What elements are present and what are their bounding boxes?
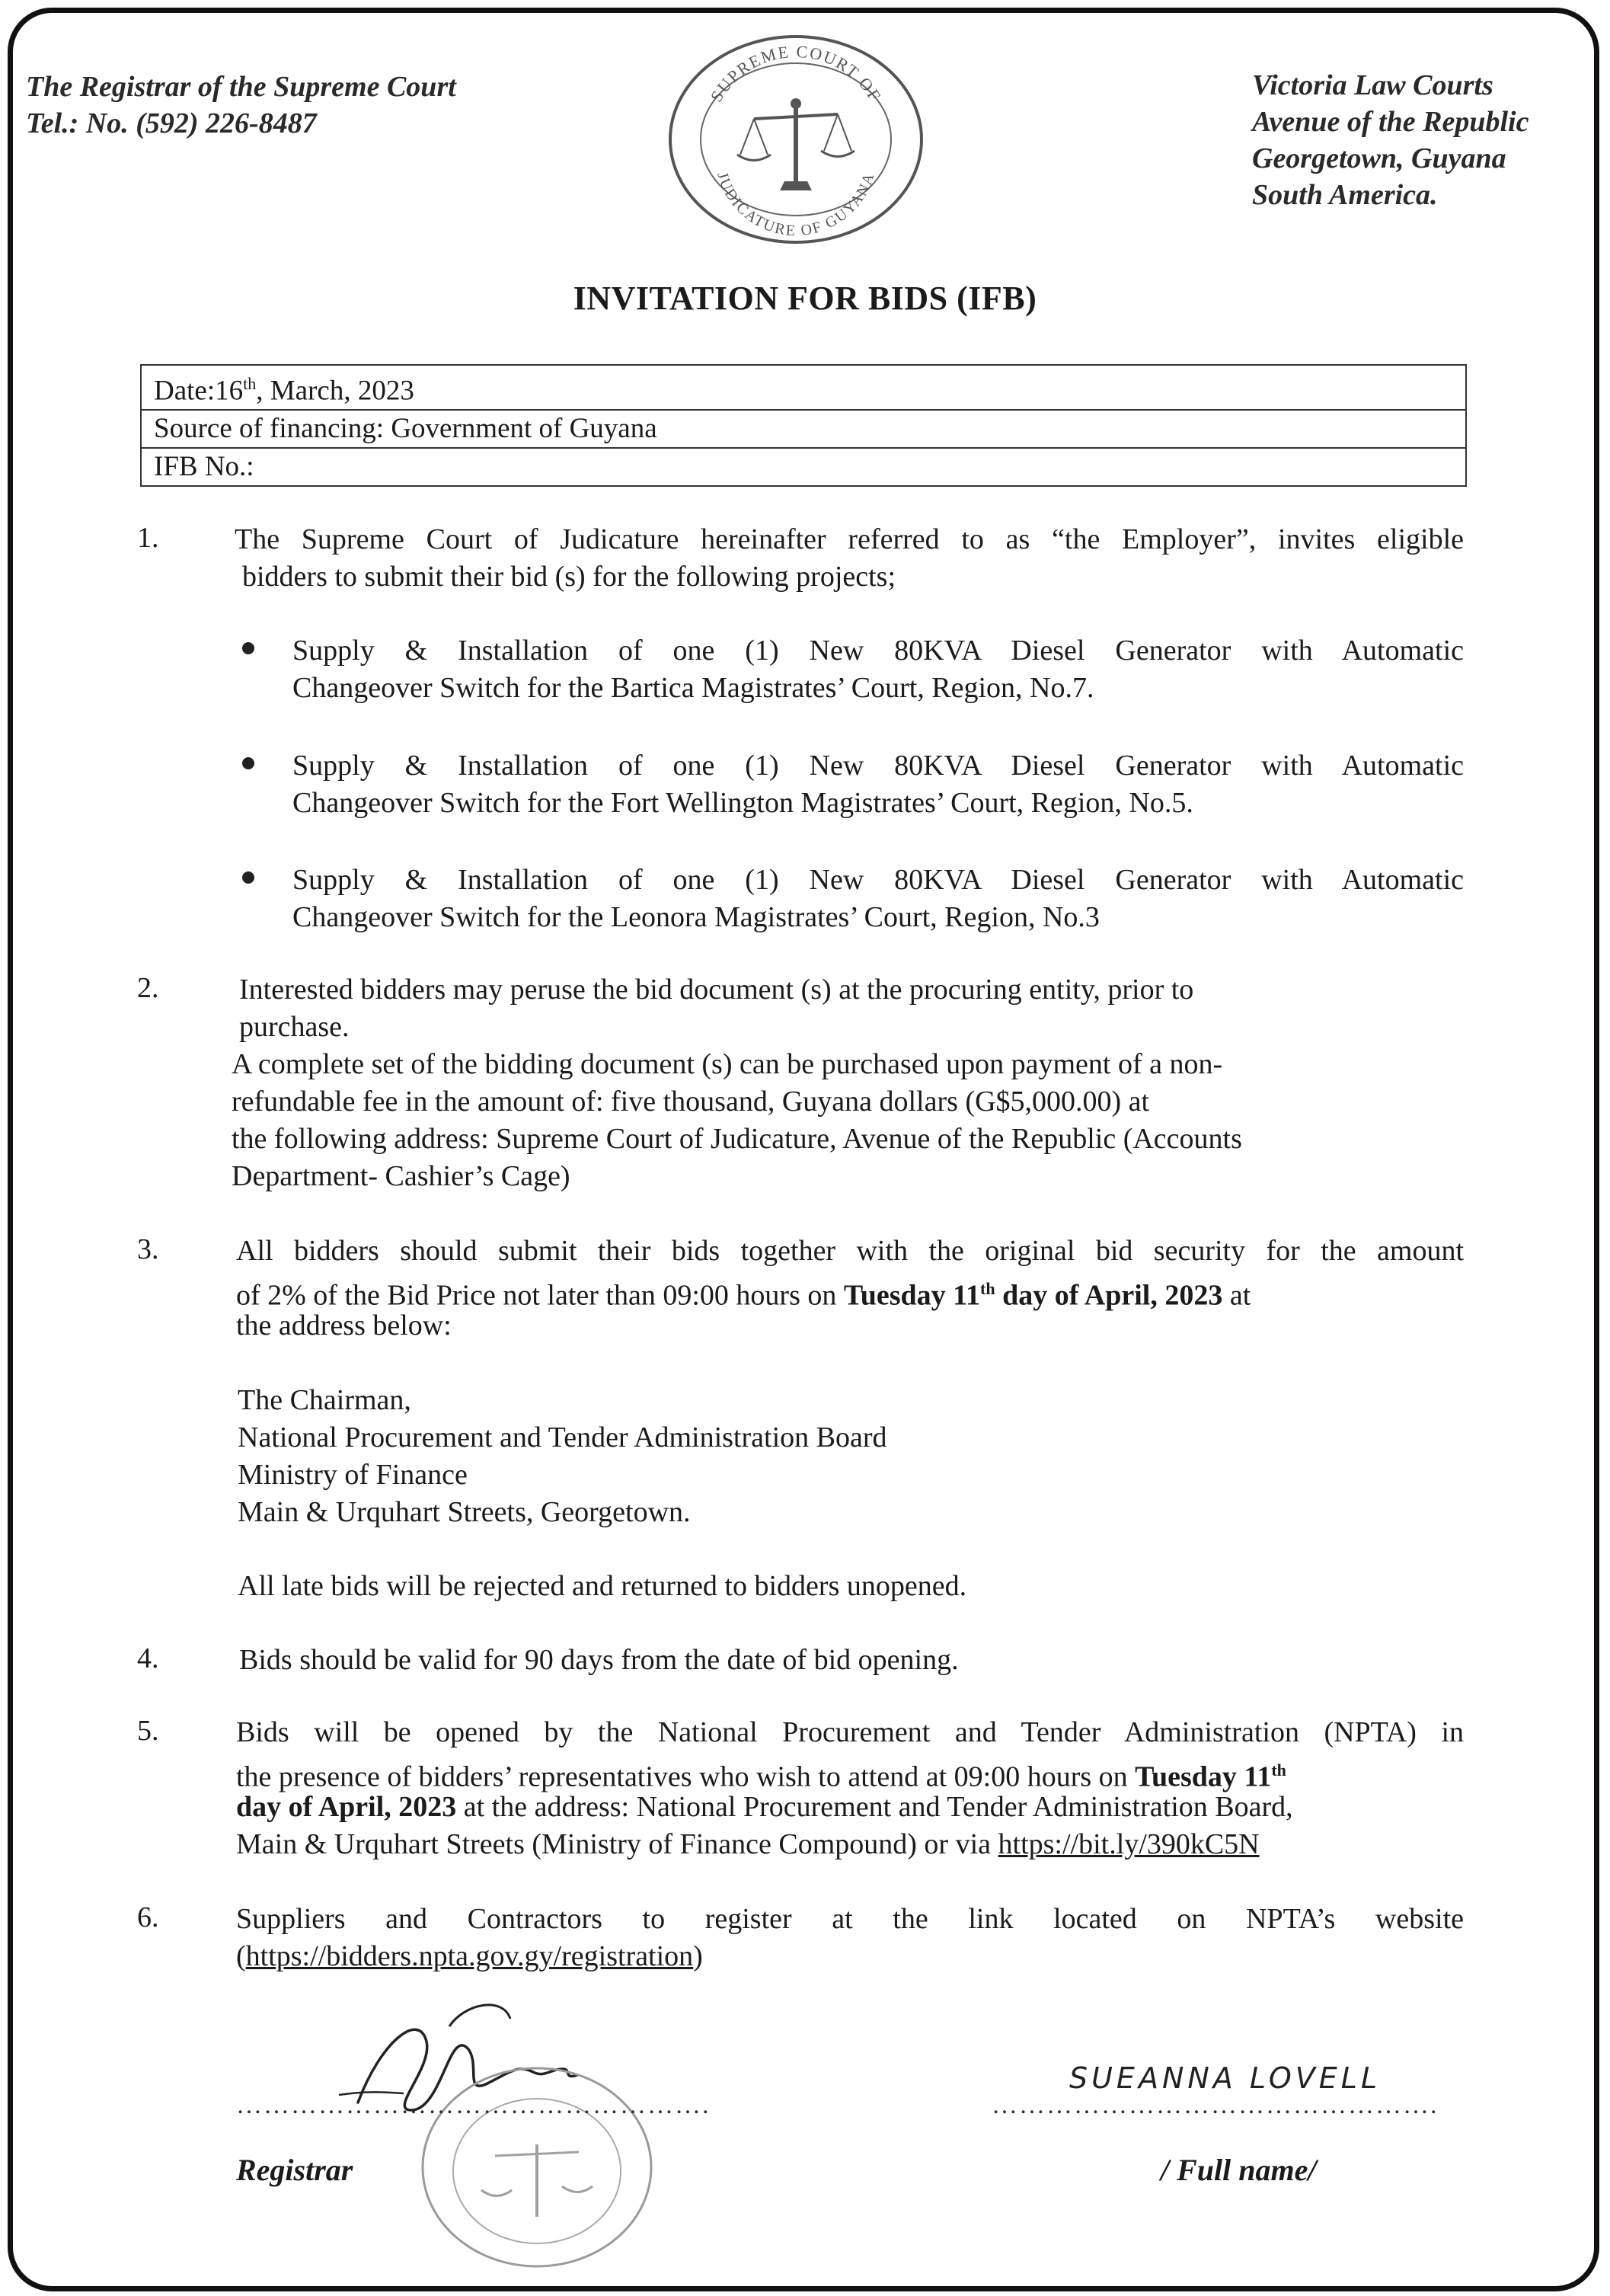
address-line-3: Ministry of Finance <box>238 1459 468 1491</box>
npta-bitly-link[interactable]: https://bit.ly/390kC5N <box>998 1828 1260 1860</box>
full-name-line: …………………………………………. <box>992 2091 1439 2119</box>
project-2-line-1: Supply & Installation of one (1) New 80KVA Diesel Generator with Automatic <box>292 750 1464 782</box>
item-5-line-2: the presence of bidders’ representatives who wish to attend at 09:00 hours on Tuesday 11th <box>236 1760 1286 1793</box>
bullet-icon <box>242 642 254 654</box>
address-line-1: Victoria Law Courts <box>1252 69 1493 101</box>
npta-registration-link[interactable]: https://bidders.npta.gov.gy/registration <box>245 1940 694 1972</box>
supreme-court-seal-icon <box>663 29 929 250</box>
item-2-line-6: Department- Cashier’s Cage) <box>232 1160 570 1192</box>
address-line-2: National Procurement and Tender Administration Board <box>238 1421 887 1453</box>
full-name-label: / Full name/ <box>1161 2153 1317 2187</box>
item-number: 5. <box>137 1715 159 1747</box>
item-number: 4. <box>137 1642 159 1674</box>
financing-cell: Source of financing: Government of Guyana <box>141 410 1466 448</box>
svg-text:SUPREME COURT OF: SUPREME COURT OF <box>706 41 886 106</box>
court-address-header <box>1252 67 1529 213</box>
project-3-line-1: Supply & Installation of one (1) New 80KVA Diesel Generator with Automatic <box>292 864 1464 896</box>
item-2-line-2: purchase. <box>239 1011 350 1043</box>
table-row <box>141 410 1466 448</box>
item-5-line-1: Bids will be opened by the National Procurement and Tender Administration (NPTA) in <box>236 1716 1464 1748</box>
table-row <box>141 448 1466 486</box>
item-1-line-1: The Supreme Court of Judicature hereinafter referred to as “the Employer”, invites eligible <box>235 523 1464 555</box>
item-number: 6. <box>137 1901 159 1933</box>
item-number: 3. <box>137 1233 159 1265</box>
item-4-text: Bids should be valid for 90 days from the date of bid opening. <box>239 1644 959 1676</box>
registrar-phone: Tel.: No. (592) 226-8487 <box>26 107 317 139</box>
late-bids-note: All late bids will be rejected and returned to bidders unopened. <box>238 1570 967 1602</box>
ifb-number-cell: IFB No.: <box>141 448 1466 486</box>
item-number: 2. <box>137 972 159 1004</box>
address-line-4: South America. <box>1252 179 1438 211</box>
address-line-4: Main & Urquhart Streets, Georgetown. <box>238 1496 691 1528</box>
registrar-title: The Registrar of the Supreme Court <box>26 71 456 103</box>
item-3-line-1: All bidders should submit their bids together with the original bid security for the amount <box>236 1235 1464 1267</box>
court-stamp-icon <box>411 2057 663 2278</box>
address-line-1: The Chairman, <box>238 1384 411 1416</box>
registrar-label: Registrar <box>236 2153 353 2187</box>
item-number: 1. <box>137 522 159 554</box>
registrar-header <box>26 69 456 142</box>
date-cell: Date:16th, March, 2023 <box>141 365 1466 410</box>
item-3-line-3: the address below: <box>236 1309 452 1341</box>
item-2-line-5: the following address: Supreme Court of Judicature, Avenue of the Republic (Accounts <box>232 1123 1242 1155</box>
ifb-info-table <box>140 364 1467 487</box>
project-1-line-1: Supply & Installation of one (1) New 80KVA Diesel Generator with Automatic <box>292 635 1464 667</box>
bullet-icon <box>242 757 254 769</box>
address-line-2: Avenue of the Republic <box>1252 106 1529 138</box>
tender-board-address <box>238 1382 887 1531</box>
item-3-line-2: of 2% of the Bid Price not later than 09:00 hours on Tuesday 11th day of April, 2023 at <box>236 1279 1251 1312</box>
item-5-line-3: day of April, 2023 at the address: National Procurement and Tender Administration Board, <box>236 1791 1293 1823</box>
item-1-line-2: bidders to submit their bid (s) for the following projects; <box>242 561 896 593</box>
project-1-line-2: Changeover Switch for the Bartica Magistrates’ Court, Region, No.7. <box>292 672 1094 704</box>
item-6-line-1: Suppliers and Contractors to register at the link located on NPTA’s website <box>236 1903 1464 1935</box>
item-2-line-1: Interested bidders may peruse the bid document (s) at the procuring entity, prior to <box>239 974 1194 1006</box>
svg-text:JUDICATURE OF GUYANA: JUDICATURE OF GUYANA <box>714 170 878 240</box>
full-name-handwritten: SUEANNA LOVELL <box>1069 2061 1382 2095</box>
address-line-3: Georgetown, Guyana <box>1252 142 1506 174</box>
item-6-line-2: (https://bidders.npta.gov.gy/registration) <box>236 1940 703 1972</box>
bullet-icon <box>242 871 254 884</box>
item-2-line-4: refundable fee in the amount of: five thousand, Guyana dollars (G$5,000.00) at <box>232 1086 1150 1118</box>
registrar-signature-line: ……………………………………………. <box>236 2091 711 2119</box>
table-row <box>141 365 1466 410</box>
project-2-line-2: Changeover Switch for the Fort Wellington Magistrates’ Court, Region, No.5. <box>292 787 1193 819</box>
item-5-line-4: Main & Urquhart Streets (Ministry of Finance Compound) or via https://bit.ly/390kC5N <box>236 1828 1260 1860</box>
item-2-line-3: A complete set of the bidding document (s) can be purchased upon payment of a non- <box>232 1048 1223 1080</box>
project-3-line-2: Changeover Switch for the Leonora Magistrates’ Court, Region, No.3 <box>292 901 1100 933</box>
page-title: INVITATION FOR BIDS (IFB) <box>573 280 1037 317</box>
